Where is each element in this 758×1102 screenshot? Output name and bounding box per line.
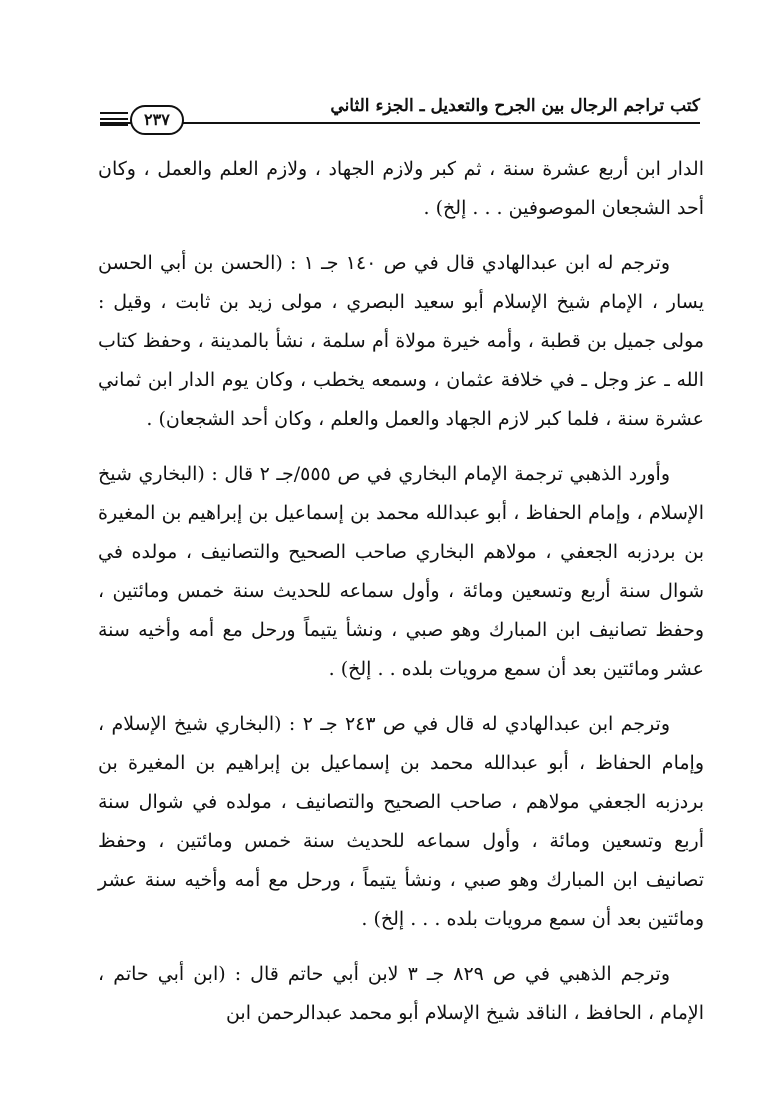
paragraph-1: الدار ابن أربع عشرة سنة ، ثم كبر ولازم الجهاد ، ولازم العلم والعمل ، وكان أحد الشجعان الموصوفين . . . إلخ) . — [98, 158, 704, 219]
header-ornament-lines — [100, 112, 128, 130]
paragraph-4: وترجم ابن عبدالهادي له قال في ص ٢٤٣ جـ ٢ : (البخاري شيخ الإسلام ، وإمام الحفاظ ، أبو عبدالله محمد بن إسماعيل بن إبراهيم بن المغيرة بن بردزبه الجعفي مولاهم ، صاحب الصحيح والتصانيف ، مولده في شوال سنة أربع وتسعين ومائة ، وأول سماعه للحديث سنة خمس ومائتين ، وحفظ تصانيف ابن المبارك وهو صبي ، ونشأ يتيماً ، ورحل مع أمه وأخيه سنة عشر ومائتين بعد أن سمع مرويات بلده . . . إلخ) . — [98, 713, 704, 930]
paragraph-5: وترجم الذهبي في ص ٨٢٩ جـ ٣ لابن أبي حاتم قال : (ابن أبي حاتم ، الإمام ، الحافظ ، الناقد شيخ الإسلام أبو محمد عبدالرحمن ابن — [98, 963, 704, 1024]
body-text — [98, 150, 704, 1049]
header-rule — [100, 122, 700, 124]
paragraph-3: وأورد الذهبي ترجمة الإمام البخاري في ص ٥٥٥/جـ ٢ قال : (البخاري شيخ الإسلام ، وإمام الحفاظ ، أبو عبدالله محمد بن إسماعيل بن إبراهيم بن المغيرة بن بردزبه الجعفي ، مولاهم البخاري صاحب الصحيح والتصانيف ، مولده في شوال سنة أربع وتسعين ومائة ، وأول سماعه للحديث سنة خمس ومائتين ، وحفظ تصانيف ابن المبارك وهو صبي ، ونشأ يتيماً ورحل مع أمه وأخيه سنة عشر ومائتين بعد أن سمع مرويات بلده . . إلخ) . — [98, 463, 704, 680]
page-number: ٢٣٧ — [130, 105, 184, 135]
page-header — [100, 86, 700, 129]
running-title: كتب تراجم الرجال بين الجرح والتعديل ـ الجزء الثاني — [330, 96, 700, 116]
paragraph-2: وترجم له ابن عبدالهادي قال في ص ١٤٠ جـ ١ : (الحسن بن أبي الحسن يسار ، الإمام شيخ الإسلام أبو سعيد البصري ، مولى زيد بن ثابت ، وقيل : مولى جميل بن قطبة ، وأمه خيرة مولاة أم سلمة ، نشأ بالمدينة ، وحفظ كتاب الله ـ عز وجل ـ في خلافة عثمان ، وسمعه يخطب ، وكان يوم الدار ابن ثماني عشرة سنة ، فلما كبر لازم الجهاد والعمل والعلم ، وكان أحد الشجعان) . — [98, 252, 704, 430]
